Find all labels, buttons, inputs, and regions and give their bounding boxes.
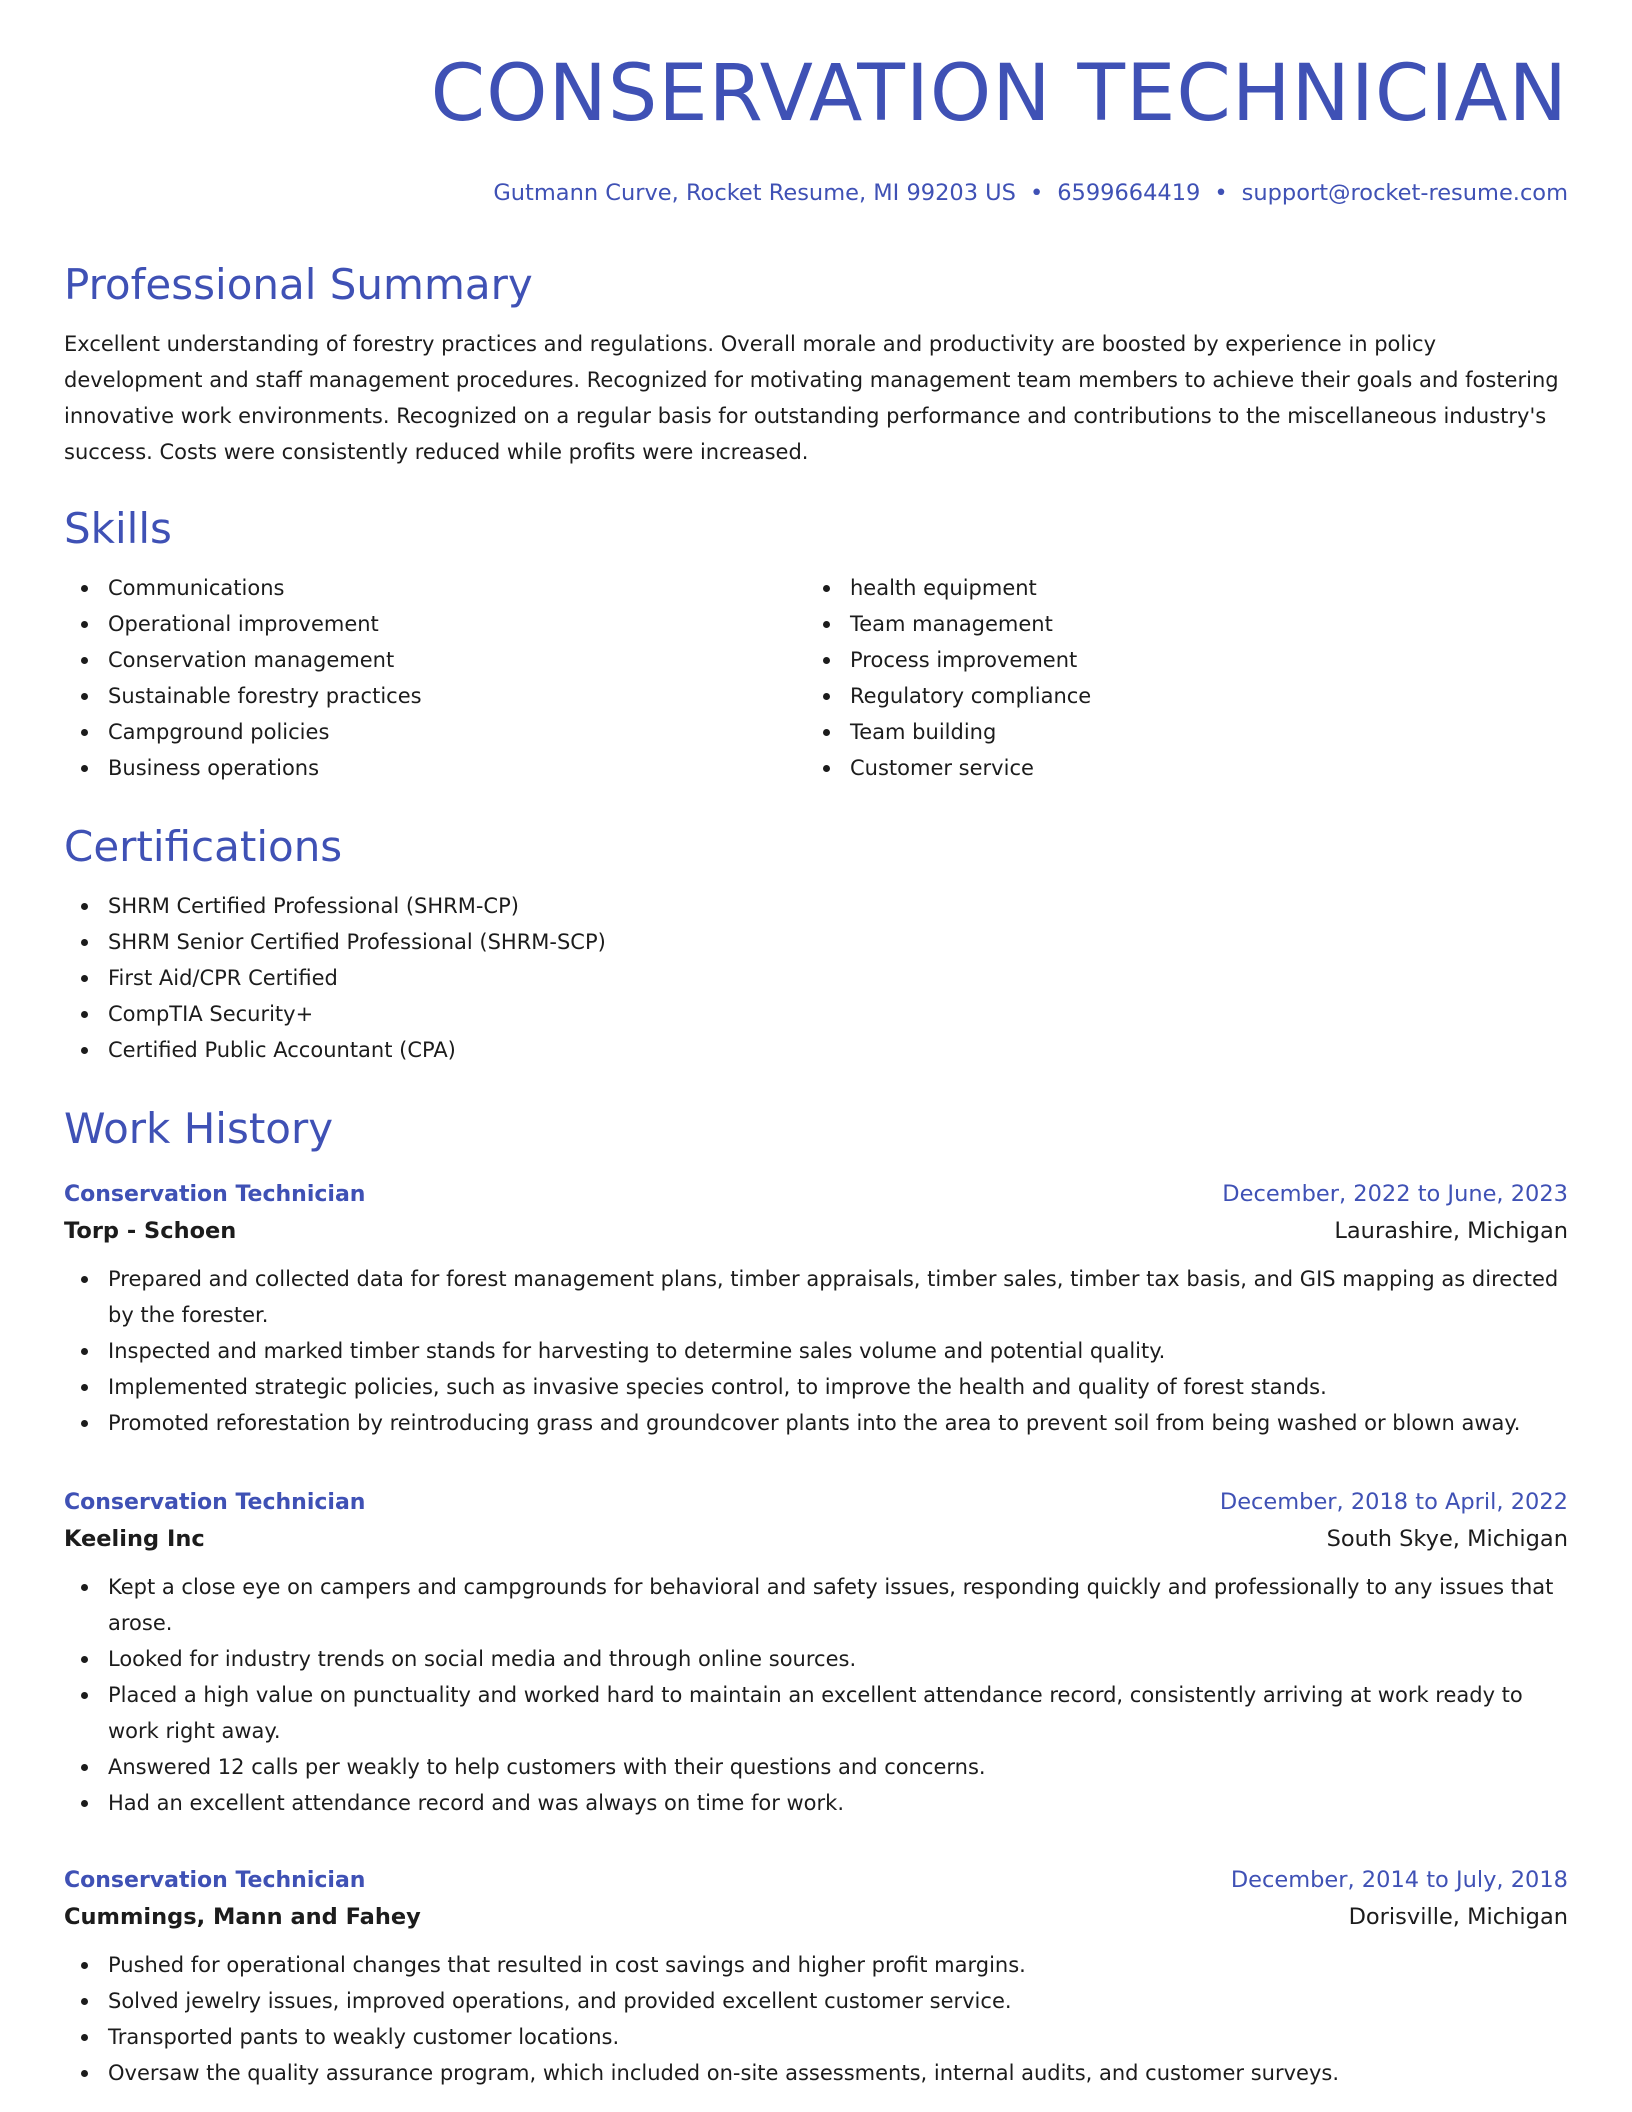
job-title-row (64, 1178, 1568, 1211)
job-bullet: Transported pants to weakly customer locations. (64, 2019, 1568, 2055)
job-bullets (64, 1569, 1568, 1821)
skills-title: Skills (64, 504, 172, 553)
job-bullet: Promoted reforestation by reintroducing grass and groundcover plants into the area to prevent soil from being washed or blown away. (64, 1405, 1568, 1441)
contact-address: Gutmann Curve, Rocket Resume, MI 99203 US (493, 180, 1016, 206)
job-entry (64, 1864, 1568, 2091)
skill-item: Conservation management (64, 642, 806, 678)
job-bullet: Answered 12 calls per weakly to help customers with their questions and concerns. (64, 1749, 1568, 1785)
skill-item: Process improvement (806, 642, 1548, 678)
job-bullet: Placed a high value on punctuality and worked hard to maintain an excellent attendance record, consistently arriving at work ready to work right away. (64, 1677, 1568, 1749)
job-company: Cummings, Mann and Fahey (64, 1904, 421, 1930)
contact-separator: • (1214, 180, 1228, 206)
summary-title: Professional Summary (64, 260, 533, 309)
skills-section (64, 506, 1568, 786)
job-dates: December, 2022 to June, 2023 (1222, 1181, 1568, 1207)
job-bullets (64, 1947, 1568, 2091)
job-bullet: Inspected and marked timber stands for harvesting to determine sales volume and potential quality. (64, 1333, 1568, 1369)
job-title: Conservation Technician (64, 1182, 366, 1207)
work-history-title: Work History (64, 1104, 334, 1153)
skill-item: Campground policies (64, 714, 806, 750)
certification-item: First Aid/CPR Certified (64, 960, 1568, 996)
skill-item: Customer service (806, 750, 1548, 786)
skill-item: Team building (806, 714, 1548, 750)
job-location: South Skye, Michigan (1326, 1526, 1568, 1552)
job-title-row (64, 1486, 1568, 1519)
job-bullet: Had an excellent attendance record and was always on time for work. (64, 1785, 1568, 1821)
certification-item: CompTIA Security+ (64, 996, 1568, 1032)
certification-item: SHRM Senior Certified Professional (SHRM-SCP) (64, 924, 1568, 960)
job-entry (64, 1486, 1568, 1821)
certifications-list (64, 888, 1568, 1068)
contact-line (493, 180, 1568, 206)
certifications-title: Certifications (64, 822, 343, 871)
certification-item: SHRM Certified Professional (SHRM-CP) (64, 888, 1568, 924)
skills-list-left (64, 570, 806, 786)
job-bullet: Solved jewelry issues, improved operations, and provided excellent customer service. (64, 1983, 1568, 2019)
job-bullet: Pushed for operational changes that resulted in cost savings and higher profit margins. (64, 1947, 1568, 1983)
job-bullet: Oversaw the quality assurance program, which included on-site assessments, internal audits, and customer surveys. (64, 2055, 1568, 2091)
job-dates: December, 2014 to July, 2018 (1230, 1867, 1568, 1893)
job-location: Dorisville, Michigan (1348, 1904, 1568, 1930)
job-location: Laurashire, Michigan (1334, 1218, 1568, 1244)
job-title: Conservation Technician (64, 1490, 366, 1515)
job-bullet: Prepared and collected data for forest management plans, timber appraisals, timber sales, timber tax basis, and GIS mapping as directed by the forester. (64, 1261, 1568, 1333)
skill-item: Regulatory compliance (806, 678, 1548, 714)
job-company: Torp - Schoen (64, 1218, 237, 1244)
skill-item: Sustainable forestry practices (64, 678, 806, 714)
job-bullet: Looked for industry trends on social media and through online sources. (64, 1641, 1568, 1677)
job-company: Keeling Inc (64, 1526, 205, 1552)
skill-item: Communications (64, 570, 806, 606)
skill-item: Business operations (64, 750, 806, 786)
job-company-row (64, 1519, 1568, 1559)
skill-item: Operational improvement (64, 606, 806, 642)
contact-phone: 6599664419 (1057, 180, 1201, 206)
job-dates: December, 2018 to April, 2022 (1219, 1489, 1568, 1515)
skill-item: Team management (806, 606, 1548, 642)
certification-item: Certified Public Accountant (CPA) (64, 1032, 1568, 1068)
summary-section (64, 262, 1568, 470)
job-title-row (64, 1864, 1568, 1897)
job-bullet: Kept a close eye on campers and campgrounds for behavioral and safety issues, responding quickly and professionally to any issues that arose. (64, 1569, 1568, 1641)
skills-list-right (806, 570, 1548, 786)
work-history-section (64, 1106, 1568, 1152)
job-company-row (64, 1211, 1568, 1251)
job-bullet: Implemented strategic policies, such as invasive species control, to improve the health and quality of forest stands. (64, 1369, 1568, 1405)
job-bullets (64, 1261, 1568, 1441)
certifications-section (64, 824, 1568, 1068)
contact-email: support@rocket-resume.com (1241, 180, 1568, 206)
skill-item: health equipment (806, 570, 1548, 606)
summary-text: Excellent understanding of forestry practices and regulations. Overall morale and productivity are boosted by experience in policy development and staff management procedures. Recognized for motivating management team members to achieve their goals and fostering innovative work environments. Recognized on a regular basis for outstanding performance and contributions to the miscellaneous industry's success. Costs were consistently reduced while profits were increased. (64, 332, 1559, 465)
job-title: Conservation Technician (64, 1868, 366, 1893)
job-entry (64, 1178, 1568, 1441)
skills-columns (64, 570, 1568, 786)
job-company-row (64, 1897, 1568, 1937)
resume-name: CONSERVATION TECHNICIAN (430, 49, 1568, 139)
contact-separator: • (1029, 180, 1044, 206)
